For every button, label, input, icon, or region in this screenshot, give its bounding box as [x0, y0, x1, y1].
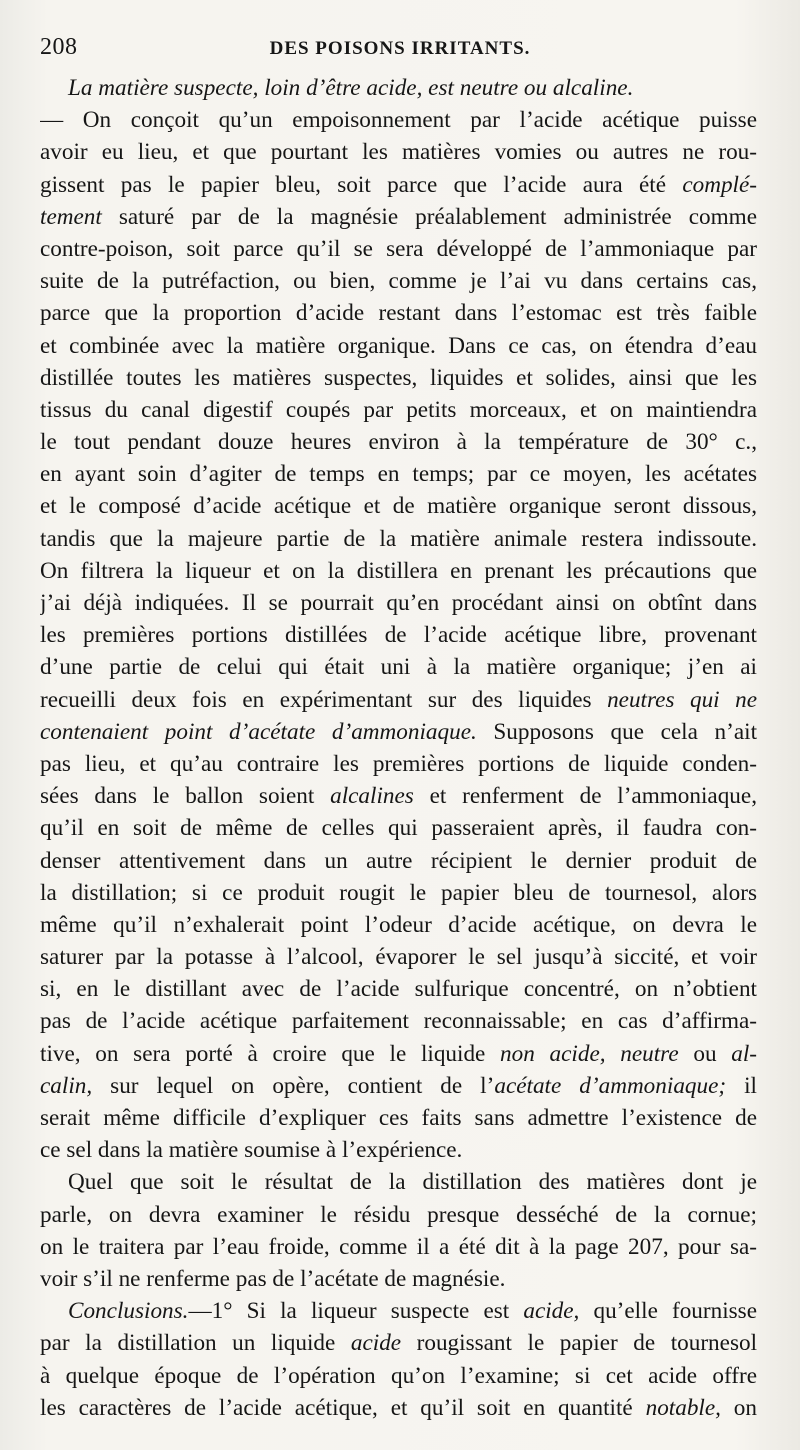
text-segment: ce sel dans la matière soumise à l’expérience.: [40, 1137, 463, 1164]
text-line: [40, 426, 757, 458]
italic-text: calin,: [40, 1072, 93, 1099]
text-segment: recueilli deux fois en expérimentant sur des liquides: [40, 686, 608, 713]
text-segment: si, en le distillant avec de l’acide sulfurique concentré, on n’obtient: [40, 976, 757, 1003]
text-segment: tissus du canal digestif coupés par petits morceaux, et on maintiendra: [40, 396, 757, 423]
text-line: [40, 651, 757, 683]
text-line: [40, 812, 757, 844]
italic-text: tement: [40, 203, 102, 230]
text-segment: j’ai déjà indiquées. Il se pourrait qu’en procédant ainsi on obtînt dans: [40, 590, 757, 616]
text-segment: et combinée avec la matière organique. Dans ce cas, on étendra d’eau: [40, 332, 757, 359]
text-line: [40, 1005, 757, 1037]
body-text: [40, 72, 757, 1424]
italic-text: notable,: [645, 1394, 721, 1421]
text-line: [40, 1166, 757, 1198]
text-line: [40, 362, 757, 394]
text-line: [40, 1134, 757, 1166]
text-line: [40, 780, 757, 812]
text-segment: Quel que soit le résultat de la distillation des matières dont je: [68, 1169, 757, 1196]
text-line: [40, 716, 757, 748]
text-segment: —1° Si la liqueur suspecte est: [188, 1298, 524, 1325]
text-line: [40, 587, 757, 619]
text-segment: sur lequel on opère, contient de l’: [92, 1072, 495, 1099]
text-line: [40, 973, 757, 1005]
text-segment: parle, on devra examiner le résidu presque desséché de la cornue;: [40, 1201, 757, 1228]
text-line: [40, 909, 757, 941]
text-segment: à quelque époque de l’opération qu’on l’examine; si cet acide offre: [40, 1362, 757, 1389]
text-segment: qu’elle fournisse: [579, 1298, 757, 1325]
text-line: [40, 72, 757, 104]
text-line: [40, 555, 757, 587]
text-line: [40, 1392, 757, 1424]
text-line: [40, 1070, 757, 1102]
text-segment: ou: [678, 1040, 732, 1067]
text-segment: tandis que la majeure partie de la matière animale restera indissoute.: [40, 525, 757, 552]
text-line: [40, 1102, 757, 1134]
text-segment: on le traitera par l’eau froide, comme il a été dit à la page 207, pour sa-: [40, 1233, 757, 1260]
text-segment: il: [726, 1072, 757, 1099]
text-line: [40, 941, 757, 973]
text-line: [40, 233, 757, 265]
italic-text: contenaient point d’acétate d’ammoniaque.: [40, 718, 477, 745]
running-title: DES POISONS IRRITANTS.: [269, 38, 531, 59]
text-line: [40, 330, 757, 362]
italic-text: acide: [350, 1330, 402, 1357]
text-segment: Supposons que cela n’ait: [476, 718, 757, 745]
text-segment: avoir eu lieu, et que pourtant les matières vomies ou autres ne rou-: [40, 139, 757, 166]
text-line: [40, 748, 757, 780]
page-header: [40, 30, 760, 70]
text-segment: pas lieu, et qu’au contraire les premières portions de liquide conden-: [40, 750, 757, 777]
text-line: [40, 1199, 757, 1231]
italic-text: complé-: [682, 171, 757, 198]
text-segment: gissent pas le papier bleu, soit parce que l’acide aura été: [40, 171, 683, 198]
italic-text: al-: [731, 1040, 757, 1067]
text-segment: tive, on sera porté à croire que le liquide: [40, 1040, 501, 1067]
text-line: [40, 877, 757, 909]
text-segment: et le composé d’acide acétique et de matière organique seront dissous,: [40, 493, 757, 520]
text-line: [40, 394, 757, 426]
text-segment: saturer par la potasse à l’alcool, évaporer le sel jusqu’à siccité, et voir: [40, 944, 757, 971]
text-line: [40, 845, 757, 877]
text-line: [40, 490, 757, 522]
italic-text: La matière suspecte, loin d’être acide, est neutre ou alcaline.: [68, 75, 634, 101]
text-segment: saturé par de la magnésie préalablement administrée comme: [101, 203, 757, 230]
text-line: [40, 684, 757, 716]
italic-text: alcalines: [330, 783, 414, 810]
italic-text: acétate d’ammoniaque;: [494, 1072, 727, 1099]
text-segment: d’une partie de celui qui était uni à la matière organique; j’en ai: [40, 654, 757, 681]
text-segment: suite de la putréfaction, ou bien, comme je l’ai vu dans certains cas,: [40, 268, 757, 295]
text-line: [40, 1295, 757, 1327]
text-segment: on: [720, 1394, 757, 1421]
italic-text: neutres qui ne: [607, 686, 757, 713]
text-line: [40, 169, 757, 201]
text-line: [40, 458, 757, 490]
text-line: [40, 104, 757, 136]
text-segment: sées dans le ballon soient: [40, 783, 331, 810]
text-line: [40, 297, 757, 329]
text-line: [40, 1231, 757, 1263]
text-line: [40, 1360, 757, 1392]
text-segment: la distillation; si ce produit rougit le papier bleu de tournesol, alors: [40, 879, 757, 906]
text-segment: en ayant soin d’agiter de temps en temps; par ce moyen, les acétates: [40, 461, 757, 488]
text-segment: le tout pendant douze heures environ à la température de 30° c.,: [40, 429, 757, 456]
text-segment: denser attentivement dans un autre récipient le dernier produit de: [40, 847, 757, 874]
page-number: 208: [40, 34, 78, 60]
text-line: [40, 523, 757, 555]
text-line: [40, 1327, 757, 1359]
italic-text: non acide, neutre: [500, 1040, 679, 1067]
text-segment: les caractères de l’acide acétique, et qu’il soit en quantité: [40, 1394, 646, 1421]
text-segment: les premières portions distillées de l’acide acétique libre, provenant: [40, 622, 757, 649]
text-segment: voir s’il ne renferme pas de l’acétate de magnésie.: [40, 1265, 506, 1292]
text-segment: même qu’il n’exhalerait point l’odeur d’acide acétique, on devra le: [40, 911, 757, 938]
text-segment: — On conçoit qu’un empoisonnement par l’acide acétique puisse: [40, 107, 757, 134]
text-segment: pas de l’acide acétique parfaitement reconnaissable; en cas d’affirma-: [40, 1008, 757, 1035]
italic-text: Conclusions.: [68, 1298, 189, 1325]
text-segment: et renferment de l’ammoniaque,: [413, 783, 757, 810]
text-segment: par la distillation un liquide: [40, 1330, 351, 1357]
text-line: [40, 136, 757, 168]
text-segment: qu’il en soit de même de celles qui passeraient après, il faudra con-: [40, 815, 757, 842]
text-segment: serait même difficile d’expliquer ces faits sans admettre l’existence de: [40, 1105, 757, 1131]
italic-text: acide,: [523, 1298, 580, 1325]
text-segment: rougissant le papier de tournesol: [401, 1330, 757, 1357]
text-segment: parce que la proportion d’acide restant dans l’estomac est très faible: [40, 300, 757, 327]
text-segment: On filtrera la liqueur et on la distillera en prenant les précautions que: [40, 557, 757, 584]
text-segment: distillée toutes les matières suspectes, liquides et solides, ainsi que les: [40, 364, 757, 391]
text-line: [40, 1038, 757, 1070]
text-segment: contre-poison, soit parce qu’il se sera développé de l’ammoniaque par: [40, 235, 757, 262]
text-line: [40, 619, 757, 651]
text-line: [40, 201, 757, 233]
text-line: [40, 1263, 757, 1295]
text-line: [40, 265, 757, 297]
